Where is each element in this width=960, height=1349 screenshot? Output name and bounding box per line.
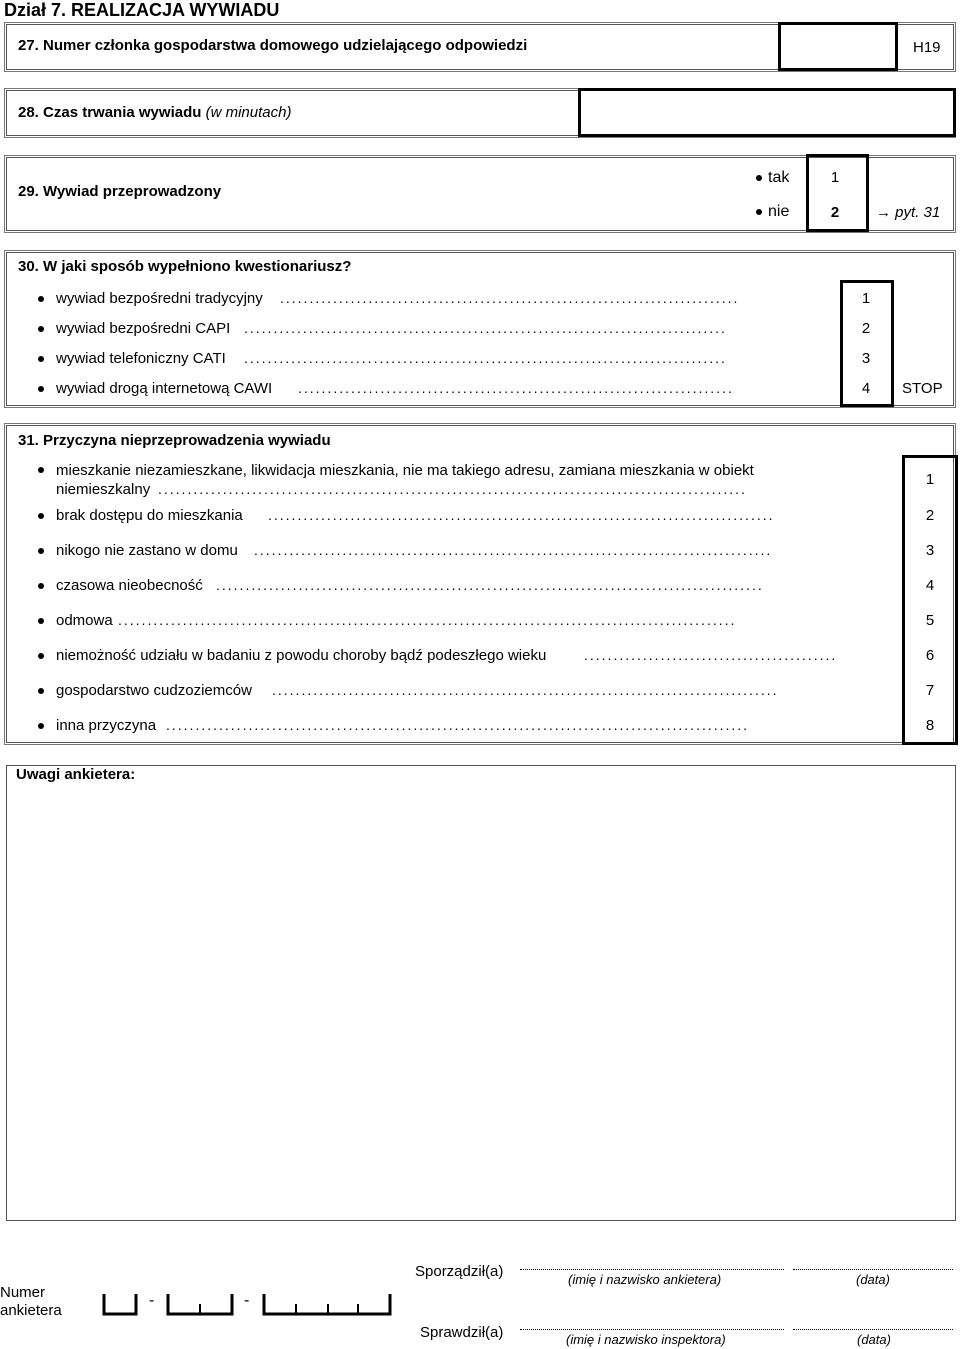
q28-answer-box[interactable] — [578, 88, 956, 137]
q31-bullet-3 — [38, 548, 44, 554]
q31-option-6: niemożność udziału w badaniu z powodu choroby bądź podeszłego wieku — [56, 647, 547, 664]
q31-option-2: brak dostępu do mieszkania — [56, 507, 243, 524]
interviewer-number-label-1: Numer — [0, 1284, 46, 1301]
checked-by-date-line[interactable] — [793, 1329, 953, 1330]
q28-label: 28. Czas trwania wywiadu — [18, 104, 202, 121]
q31-bullet-8 — [38, 723, 44, 729]
q31-dots-8: ................................................................................................... — [166, 717, 750, 733]
q31-code-2: 2 — [925, 507, 935, 524]
prepared-by-date-line[interactable] — [793, 1269, 953, 1270]
q30-dots-4: .......................................................................... — [298, 380, 734, 396]
q31-label: 31. Przyczyna nieprzeprowadzenia wywiadu — [18, 432, 331, 449]
q31-dots-2: ...................................................................................... — [268, 507, 775, 523]
q31-code-1: 1 — [925, 471, 935, 488]
checked-by-label: Sprawdził(a) — [420, 1324, 504, 1341]
q31-code-7: 7 — [925, 682, 935, 699]
q30-label: 30. W jaki sposób wypełniono kwestionariusz? — [18, 258, 352, 275]
q30-dots-2: .................................................................................. — [244, 320, 727, 336]
checked-by-name-caption: (imię i nazwisko inspektora) — [566, 1332, 726, 1347]
q30-option-3: wywiad telefoniczny CATI — [56, 350, 226, 367]
interviewer-number-label-2: ankietera — [0, 1302, 62, 1319]
q31-option-3: nikogo nie zastano w domu — [56, 542, 238, 559]
prepared-by-name-caption: (imię i nazwisko ankietera) — [568, 1272, 722, 1287]
q30-dots-1: .............................................................................. — [280, 290, 740, 306]
q31-dots-6: ........................................... — [584, 647, 838, 663]
q31-code-6: 6 — [925, 647, 935, 664]
prepared-by-label: Sporządził(a) — [415, 1263, 504, 1280]
q30-bullet-4 — [38, 386, 44, 392]
q31-bullet-2 — [38, 513, 44, 519]
q29-option-tak: tak — [768, 169, 790, 186]
q29-skip: → pyt. 31 — [876, 204, 941, 221]
q30-bullet-3 — [38, 356, 44, 362]
q31-option-8: inna przyczyna — [56, 717, 157, 734]
prepared-by-date-caption: (data) — [856, 1272, 890, 1287]
q30-bullet-1 — [38, 296, 44, 302]
q30-option-4: wywiad drogą internetową CAWI — [56, 380, 273, 397]
q29-label: 29. Wywiad przeprowadzony — [18, 183, 222, 200]
q27-answer-box[interactable] — [778, 22, 898, 71]
q31-code-box[interactable] — [902, 455, 958, 745]
q31-dots-4: ............................................................................................. — [216, 577, 764, 593]
q31-bullet-1 — [38, 467, 44, 473]
q28-suffix: (w minutach) — [205, 104, 292, 121]
q30-code-1: 1 — [861, 290, 871, 307]
q28-label-wrap — [18, 104, 291, 121]
q31-bullet-6 — [38, 653, 44, 659]
q30-code-2: 2 — [861, 320, 871, 337]
q30-code-3: 3 — [861, 350, 871, 367]
checked-by-name-line[interactable] — [520, 1329, 784, 1330]
section-title: Dział 7. REALIZACJA WYWIADU — [4, 0, 280, 20]
interviewer-number-dash-1: - — [149, 1292, 155, 1309]
checked-by-date-caption: (data) — [857, 1332, 891, 1347]
q31-dots-5: ......................................................................................................... — [118, 612, 737, 628]
q31-bullet-4 — [38, 583, 44, 589]
q29-code-1: 1 — [830, 169, 840, 186]
q31-dots-7: ...................................................................................... — [272, 682, 779, 698]
q31-dots-3: ........................................................................................ — [254, 542, 773, 558]
q29-bullet-2 — [756, 209, 762, 215]
q31-code-3: 3 — [925, 542, 935, 559]
q30-option-2: wywiad bezpośredni CAPI — [56, 320, 231, 337]
q27-label: 27. Numer członka gospodarstwa domowego udzielającego odpowiedzi — [18, 37, 528, 54]
remarks-label: Uwagi ankietera: — [16, 766, 136, 783]
q30-bullet-2 — [38, 326, 44, 332]
q29-option-nie: nie — [768, 203, 790, 220]
q31-code-4: 4 — [925, 577, 935, 594]
q31-option-1a: mieszkanie niezamieszkane, likwidacja mieszkania, nie ma takiego adresu, zamiana mieszkania w obiekt — [56, 462, 754, 479]
q31-bullet-5 — [38, 618, 44, 624]
q31-option-5: odmowa — [56, 612, 113, 629]
q31-option-7: gospodarstwo cudzoziemców — [56, 682, 252, 699]
interviewer-number-dash-2: - — [244, 1292, 250, 1309]
prepared-by-name-line[interactable] — [520, 1269, 784, 1270]
q29-bullet-1 — [756, 175, 762, 181]
q31-option-4: czasowa nieobecność — [56, 577, 203, 594]
q30-option-1: wywiad bezpośredni tradycyjny — [56, 290, 263, 307]
q30-dots-3: .................................................................................. — [244, 350, 727, 366]
q30-code-4: 4 — [861, 380, 871, 397]
q31-dots-1: .................................................................................................... — [158, 481, 747, 497]
q31-code-8: 8 — [925, 717, 935, 734]
q27-code: H19 — [913, 39, 941, 56]
remarks-box[interactable] — [6, 765, 956, 1221]
q30-stop: STOP — [902, 380, 943, 397]
q29-code-2: 2 — [830, 204, 840, 221]
q31-code-5: 5 — [925, 612, 935, 629]
q31-option-1b: niemieszkalny — [56, 481, 151, 498]
q31-bullet-7 — [38, 688, 44, 694]
